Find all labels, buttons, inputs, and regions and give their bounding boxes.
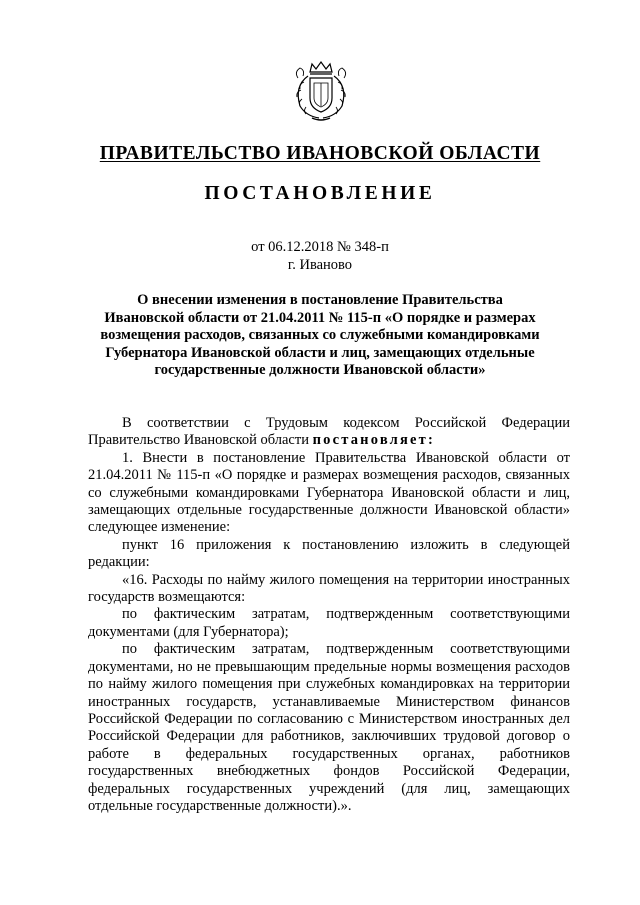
city: г. Иваново (287, 257, 353, 273)
coat-of-arms-icon (286, 56, 356, 126)
document-type: ПОСТАНОВЛЕНИЕ (204, 183, 436, 204)
paragraph-clause-16: «16. Расходы по найму жилого помещения на территории иностранных государств возмещаются: (88, 571, 570, 606)
paragraph-governor-costs: по фактическим затратам, подтвержденным соответствующими документами (для Губернатора); (88, 606, 570, 640)
paragraph-item-1: 1. Внести в постановление Правительства Ивановской области от 21.04.2011 № 115-п «О порядке и размерах возмещения расходов, связанных со служебными командировками Губернатора Ивановской области и лиц, замещающих отдельные государственные должности Ивановской области» следующее изменение: (88, 449, 570, 536)
date-and-number: от 06.12.2018 № 348-п (251, 239, 389, 255)
document-heading (88, 292, 552, 380)
decree-word: постановляет: (312, 432, 436, 449)
paragraph-amendment: пункт 16 приложения к постановлению изложить в следующей редакции: (88, 536, 570, 571)
heading-line: Ивановской области от 21.04.2011 № 115-п «О порядке и размерах (104, 309, 536, 326)
document-meta (0, 238, 640, 274)
heading-line: Губернатора Ивановской области и лиц, замещающих отдельные (105, 344, 535, 361)
heading-line: возмещения расходов, связанных со служебными командировками (100, 327, 540, 344)
heading-line: государственные должности Ивановской области» (154, 362, 486, 379)
heading-line: О внесении изменения в постановление Правительства (137, 292, 503, 308)
document-body (88, 415, 570, 815)
government-title: ПРАВИТЕЛЬСТВО ИВАНОВСКОЙ ОБЛАСТИ (99, 143, 541, 164)
preamble-text: В соответствии с Трудовым кодексом Российской Федерации Правительство Ивановской области (88, 415, 570, 449)
paragraph-preamble (88, 415, 570, 450)
paragraph-officials-costs: по фактическим затратам, подтвержденным соответствующими документами, но не превышающим предельные нормы возмещения расходов по найму жилого помещения при служебных командировках на территории иностранных государств, устанавливаемые Министерством финансов Российской Федерации по согласованию с Министерством иностранных дел Российской Федерации для работников, заключивших трудовой договор о работе в федеральных государственных органах, работников государственных внебюджетных фондов Российской Федерации, федеральных государственных учреждений (для лиц, замещающих отдельные государственные должности).». (88, 641, 570, 814)
